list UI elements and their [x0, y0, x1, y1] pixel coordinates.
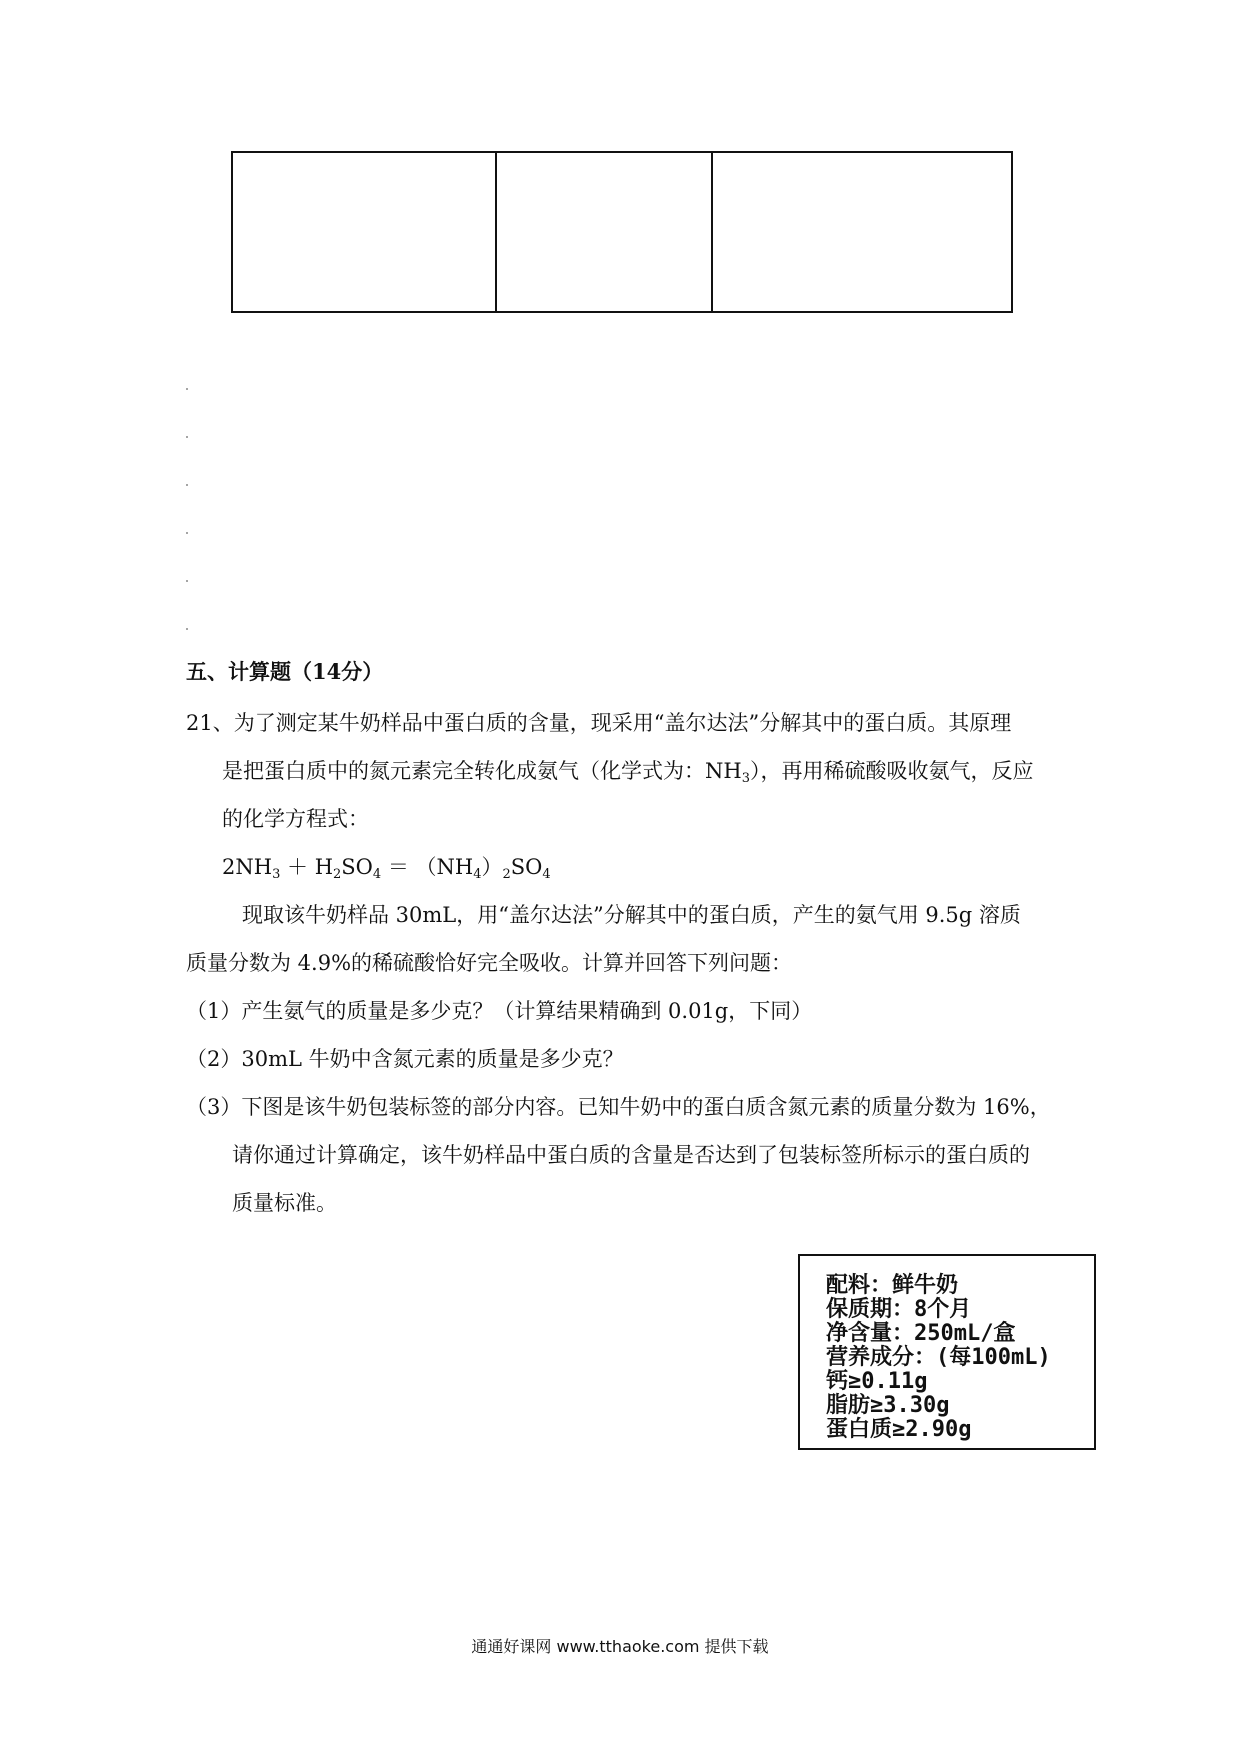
- label-line: 营养成分：(每100mL): [826, 1345, 1051, 1370]
- label-line: 蛋白质≥2.90g: [826, 1417, 972, 1442]
- subscript: 4: [542, 867, 551, 882]
- label-line: 保质期：8个月: [826, 1297, 972, 1322]
- table-row: [232, 152, 1012, 312]
- label-line: 钙≥0.11g: [826, 1369, 928, 1394]
- page-footer: 通通好课网 www.tthaoke.com 提供下载: [471, 1637, 769, 1656]
- paragraph-mark: [186, 436, 188, 438]
- paragraph-2-line-2: 质量分数为 4.9%的稀硫酸恰好完全吸收。计算并回答下列问题：: [186, 951, 793, 975]
- subscript: 2: [502, 867, 511, 882]
- text-span: ），再用稀硫酸吸收氨气，反应: [749, 759, 1034, 783]
- chemical-equation: [222, 852, 551, 890]
- text-span: ＝ （NH: [381, 855, 474, 879]
- paragraph-mark: [186, 628, 188, 630]
- subscript: 3: [272, 867, 281, 882]
- paragraph-mark: [186, 532, 188, 534]
- sub-question-3-line-2: 请你通过计算确定，该牛奶样品中蛋白质的含量是否达到了包装标签所标示的蛋白质的: [232, 1143, 1030, 1167]
- milk-package-label: [798, 1254, 1096, 1450]
- sub-question-3-line-3: 质量标准。: [232, 1191, 337, 1215]
- text-span: ）: [481, 855, 503, 879]
- subscript: 4: [473, 867, 482, 882]
- question-intro: 21、为了测定某牛奶样品中蛋白质的含量，现采用“盖尔达法”分解其中的蛋白质。其原理: [186, 711, 1012, 735]
- label-line: 净含量：250mL/盒: [826, 1321, 1016, 1346]
- subscript: 2: [333, 867, 342, 882]
- paragraph-mark: [186, 580, 188, 582]
- sub-question-3-line-1: （3）下图是该牛奶包装标签的部分内容。已知牛奶中的蛋白质含氮元素的质量分数为 16%，: [186, 1095, 1051, 1119]
- text-span: 是把蛋白质中的氮元素完全转化成氨气（化学式为：NH: [222, 759, 742, 783]
- text-span: SO: [341, 855, 373, 879]
- sub-question-1: （1）产生氨气的质量是多少克？（计算结果精确到 0.01g，下同）: [186, 999, 813, 1023]
- sub-question-2: （2）30mL 牛奶中含氮元素的质量是多少克？: [186, 1047, 624, 1071]
- paragraph-mark: [186, 484, 188, 486]
- label-line: 配料：鲜牛奶: [826, 1273, 959, 1298]
- question-line-3: 的化学方程式：: [222, 807, 369, 831]
- label-line: 脂肪≥3.30g: [826, 1393, 950, 1418]
- table-cell: [232, 152, 496, 312]
- question-line-2: [222, 756, 1033, 794]
- paragraph-2-line-1: 现取该牛奶样品 30mL，用“盖尔达法”分解其中的蛋白质，产生的氨气用 9.5g 溶质: [242, 903, 1021, 927]
- text-span: SO: [510, 855, 543, 879]
- table-cell: [712, 152, 1012, 312]
- table-cell: [496, 152, 712, 312]
- answer-table: [231, 151, 1013, 313]
- text-span: ＋ H: [280, 855, 334, 879]
- text-span: 2NH: [222, 855, 273, 879]
- subscript: 4: [372, 867, 382, 882]
- paragraph-mark: [186, 388, 188, 390]
- section-heading: 五、计算题（14分）: [186, 659, 384, 684]
- subscript: 3: [741, 771, 750, 786]
